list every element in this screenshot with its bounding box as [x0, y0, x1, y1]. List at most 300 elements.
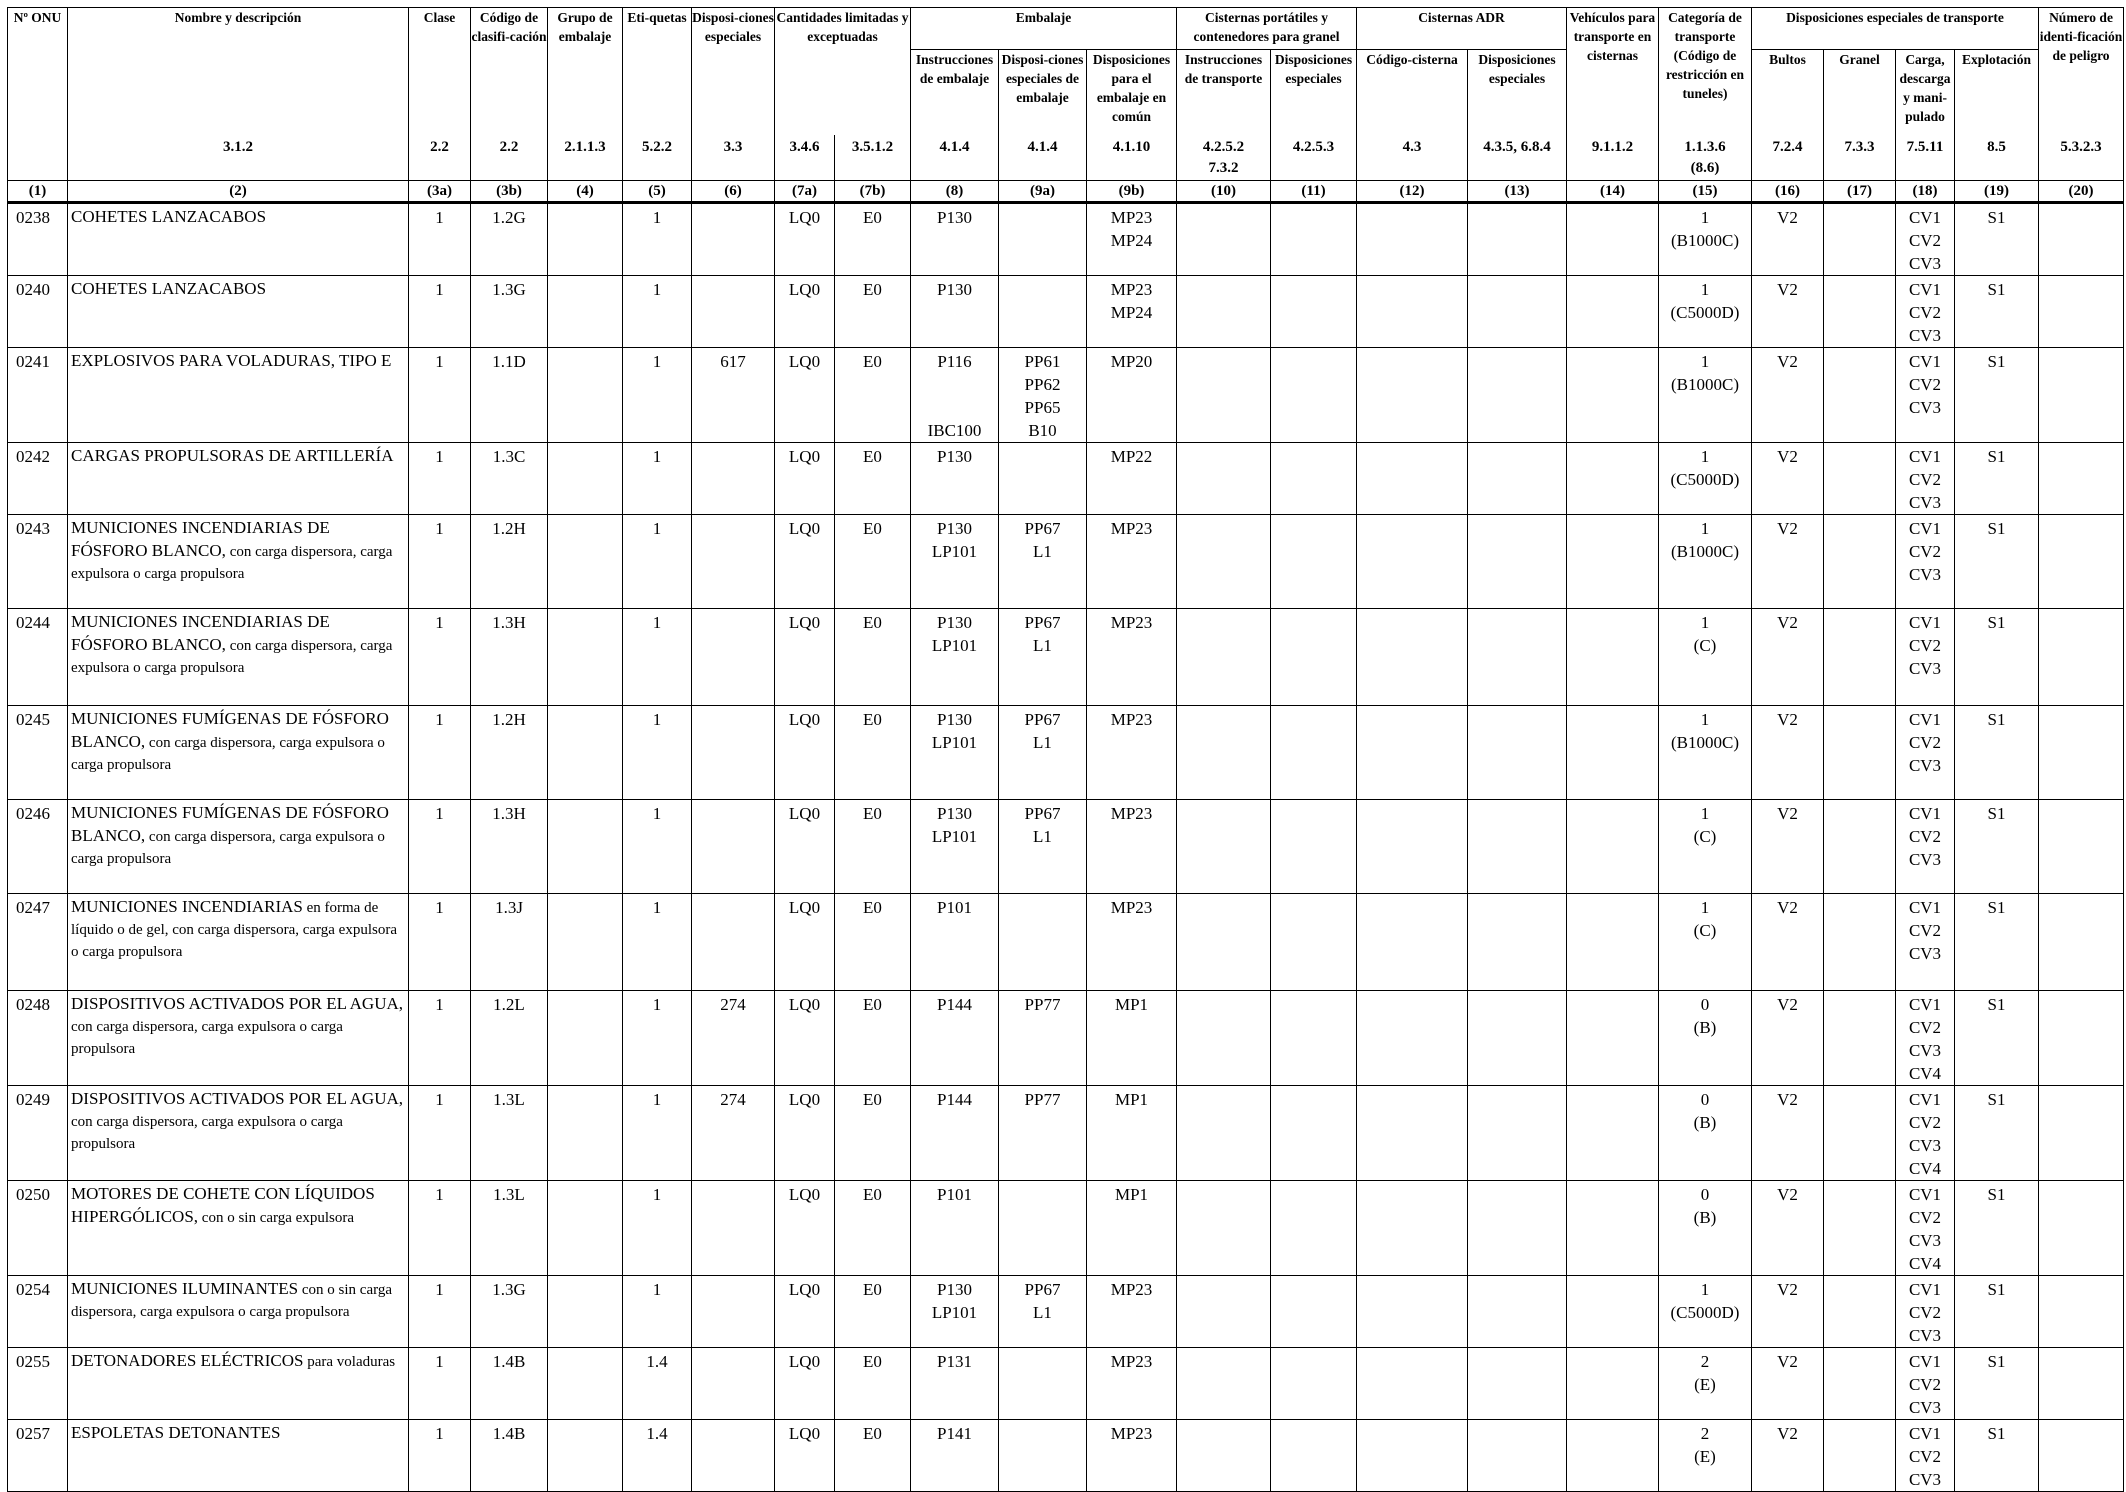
- tank-vehicle: [1567, 1181, 1659, 1276]
- section-ref-line: 1.1.3.6: [1684, 138, 1726, 155]
- packing-special: [999, 348, 1087, 443]
- classification-code: 1.3H: [471, 800, 548, 894]
- mixed-packing: [1087, 1181, 1177, 1276]
- hazard-number: [2039, 1348, 2124, 1420]
- portable-tank-special: [1271, 1348, 1357, 1420]
- class: 1: [409, 991, 471, 1086]
- packing-group: [548, 276, 623, 348]
- bulk-provision: [1824, 1086, 1896, 1181]
- class: 1: [409, 706, 471, 800]
- column-number: (15): [1659, 181, 1752, 203]
- tank-special: [1468, 991, 1567, 1086]
- packing-special-value: PP67: [1024, 804, 1061, 823]
- section-ref: [8, 135, 68, 181]
- loading-provision-value: CV3: [1908, 1231, 1942, 1250]
- tunnel-code: (C5000D): [1670, 1303, 1740, 1322]
- bulk-provision: [1824, 348, 1896, 443]
- packing-special-value: L1: [1033, 542, 1052, 561]
- loading-provision: [1896, 276, 1955, 348]
- operation-provision: S1: [1955, 609, 2039, 706]
- substance-name-upper: MOTORES DE COHETE CON LÍQUIDOS HIPERGÓLICOS,: [71, 1184, 375, 1226]
- packing-special: [999, 515, 1087, 609]
- substance-name-upper: MUNICIONES INCENDIARIAS: [71, 897, 303, 916]
- header-labels: Eti-quetas: [623, 8, 692, 135]
- loading-provision-value: CV2: [1908, 1113, 1942, 1132]
- section-ref: [999, 135, 1087, 181]
- tank-special: [1468, 348, 1567, 443]
- portable-tank-instructions: [1177, 1276, 1271, 1348]
- limited-quantity: LQ0: [775, 203, 835, 276]
- tank-vehicle: [1567, 443, 1659, 515]
- section-ref: [548, 135, 623, 181]
- class: 1: [409, 1086, 471, 1181]
- transport-category: [1659, 203, 1752, 276]
- section-ref: [409, 135, 471, 181]
- mixed-packing: [1087, 800, 1177, 894]
- tunnel-code: (C5000D): [1670, 303, 1740, 322]
- portable-tank-special: [1271, 1420, 1357, 1492]
- loading-provision-value: CV1: [1908, 208, 1942, 227]
- packing-special: [999, 800, 1087, 894]
- loading-provision-value: CV3: [1908, 1136, 1942, 1155]
- classification-code: 1.1D: [471, 348, 548, 443]
- tunnel-code: (C): [1693, 636, 1717, 655]
- class: 1: [409, 1181, 471, 1276]
- packing-group: [548, 1181, 623, 1276]
- tunnel-code: (B1000C): [1671, 733, 1739, 752]
- packing-special-value: B10: [1028, 421, 1057, 440]
- packing-instructions: [911, 1086, 999, 1181]
- loading-provision-value: CV1: [1908, 710, 1942, 729]
- packing-instructions: [911, 991, 999, 1086]
- loading-provision-value: CV3: [1908, 1470, 1942, 1489]
- loading-provision-value: CV4: [1908, 1254, 1942, 1273]
- packages-provision: V2: [1752, 894, 1824, 991]
- limited-quantity: LQ0: [775, 800, 835, 894]
- substance-name: [68, 1348, 409, 1420]
- tank-vehicle: [1567, 515, 1659, 609]
- limited-quantity: LQ0: [775, 276, 835, 348]
- class: 1: [409, 609, 471, 706]
- operation-provision: S1: [1955, 1276, 2039, 1348]
- tank-special: [1468, 800, 1567, 894]
- un-number: 0247: [8, 894, 68, 991]
- substance-name-upper: MUNICIONES INCENDIARIAS DE FÓSFORO BLANCO,: [71, 518, 330, 560]
- header-un-number: Nº ONU: [8, 8, 68, 135]
- section-ref: [1824, 135, 1896, 181]
- tunnel-code: (B): [1693, 1018, 1717, 1037]
- packing-special-value: PP77: [1024, 995, 1061, 1014]
- loading-provision-value: CV3: [1908, 659, 1942, 678]
- un-number: 0238: [8, 203, 68, 276]
- transport-category: [1659, 706, 1752, 800]
- packing-instructions-value: P130: [937, 519, 972, 538]
- portable-tank-special: [1271, 276, 1357, 348]
- loading-provision: [1896, 443, 1955, 515]
- table-row: [8, 1086, 2124, 1181]
- header-name: Nombre y descripción: [68, 8, 409, 135]
- operation-provision: S1: [1955, 1420, 2039, 1492]
- packing-instructions: [911, 348, 999, 443]
- table-row: [8, 1276, 2124, 1348]
- special-provisions: [692, 515, 775, 609]
- tank-special: [1468, 894, 1567, 991]
- tunnel-code: (B1000C): [1671, 542, 1739, 561]
- section-ref-line: 2.2: [499, 138, 519, 155]
- transport-category: [1659, 1348, 1752, 1420]
- loading-provision: [1896, 609, 1955, 706]
- substance-name-description: en forma de líquido o de gel, con carga dispersora, carga expulsora o carga propulsora: [71, 900, 398, 960]
- loading-provision-value: CV3: [1908, 326, 1942, 345]
- tank-code: [1357, 276, 1468, 348]
- hazard-number: [2039, 443, 2124, 515]
- hazard-number: [2039, 800, 2124, 894]
- packing-instructions-value: LP101: [931, 733, 978, 752]
- portable-tank-instructions: [1177, 348, 1271, 443]
- column-number: (3a): [409, 181, 471, 203]
- excepted-quantity: E0: [835, 1276, 911, 1348]
- excepted-quantity: E0: [835, 991, 911, 1086]
- section-ref: [1177, 135, 1271, 181]
- hazard-number: [2039, 348, 2124, 443]
- section-ref-line: 4.3.5, 6.8.4: [1483, 138, 1551, 155]
- transport-category: [1659, 894, 1752, 991]
- packing-instructions: [911, 609, 999, 706]
- header-mixed-packing: Disposiciones para el embalaje en común: [1087, 50, 1177, 135]
- un-number: 0254: [8, 1276, 68, 1348]
- labels: 1: [623, 515, 692, 609]
- tank-vehicle: [1567, 894, 1659, 991]
- section-ref-line: 3.3: [723, 138, 743, 155]
- table-row: [8, 894, 2124, 991]
- labels: 1: [623, 443, 692, 515]
- tank-special: [1468, 1348, 1567, 1420]
- section-ref: [68, 135, 409, 181]
- section-ref-line: 3.5.1.2: [851, 138, 894, 155]
- special-provisions: [692, 1420, 775, 1492]
- mixed-packing-value: MP23: [1110, 1280, 1153, 1299]
- tank-vehicle: [1567, 991, 1659, 1086]
- mixed-packing-value: MP23: [1110, 613, 1153, 632]
- mixed-packing-value: MP23: [1110, 1352, 1153, 1371]
- packing-special-value: PP61: [1024, 352, 1061, 371]
- mixed-packing-value: MP23: [1110, 1424, 1153, 1443]
- tunnel-code: (E): [1694, 1447, 1716, 1466]
- tank-vehicle: [1567, 203, 1659, 276]
- hazard-number: [2039, 276, 2124, 348]
- loading-provision-value: CV3: [1908, 398, 1942, 417]
- operation-provision: S1: [1955, 443, 2039, 515]
- tank-vehicle: [1567, 800, 1659, 894]
- header-bulk: Granel: [1824, 50, 1896, 135]
- bulk-provision: [1824, 1420, 1896, 1492]
- tunnel-code: (C): [1693, 827, 1717, 846]
- transport-category: [1659, 609, 1752, 706]
- section-ref: [1659, 135, 1752, 181]
- packing-group: [548, 443, 623, 515]
- packing-instructions: [911, 1348, 999, 1420]
- operation-provision: S1: [1955, 1086, 2039, 1181]
- tank-code: [1357, 515, 1468, 609]
- excepted-quantity: E0: [835, 706, 911, 800]
- portable-tank-special: [1271, 515, 1357, 609]
- un-number: 0249: [8, 1086, 68, 1181]
- limited-quantity: LQ0: [775, 1276, 835, 1348]
- packing-instructions-value: P141: [937, 1424, 972, 1443]
- table-body: [8, 203, 2124, 1492]
- loading-provision-value: CV1: [1908, 519, 1942, 538]
- transport-category: [1659, 1181, 1752, 1276]
- limited-quantity: LQ0: [775, 515, 835, 609]
- portable-tank-instructions: [1177, 991, 1271, 1086]
- loading-provision: [1896, 1086, 1955, 1181]
- portable-tank-special: [1271, 706, 1357, 800]
- packing-special-value: L1: [1033, 733, 1052, 752]
- classification-code: 1.3L: [471, 1086, 548, 1181]
- tank-code: [1357, 1276, 1468, 1348]
- loading-provision: [1896, 1276, 1955, 1348]
- class: 1: [409, 1348, 471, 1420]
- tank-vehicle: [1567, 1276, 1659, 1348]
- header-packaging: Embalaje: [911, 8, 1177, 50]
- section-ref-line: 4.2.5.3: [1292, 138, 1335, 155]
- packing-instructions: [911, 515, 999, 609]
- section-ref: [835, 135, 911, 181]
- mixed-packing: [1087, 706, 1177, 800]
- section-ref-line: 9.1.1.2: [1591, 138, 1634, 155]
- packing-special-value: PP67: [1024, 710, 1061, 729]
- tank-code: [1357, 1420, 1468, 1492]
- bulk-provision: [1824, 800, 1896, 894]
- packing-group: [548, 515, 623, 609]
- section-ref-line: 8.5: [1987, 138, 2006, 155]
- section-ref-line: 5.2.2: [642, 138, 672, 155]
- tunnel-code: (C): [1693, 921, 1717, 940]
- packing-instructions-value: P130: [937, 804, 972, 823]
- loading-provision-value: CV3: [1908, 944, 1942, 963]
- tunnel-code: (B1000C): [1671, 231, 1739, 250]
- loading-provision-value: CV2: [1908, 1447, 1942, 1466]
- packing-instructions-value: P144: [937, 995, 972, 1014]
- packing-group: [548, 991, 623, 1086]
- limited-quantity: LQ0: [775, 1348, 835, 1420]
- section-ref: [775, 135, 835, 181]
- special-provisions: [692, 1181, 775, 1276]
- packages-provision: V2: [1752, 991, 1824, 1086]
- mixed-packing: [1087, 1420, 1177, 1492]
- substance-name-description: con carga dispersora, carga expulsora o carga propulsora: [71, 829, 385, 867]
- portable-tank-instructions: [1177, 1420, 1271, 1492]
- special-provisions: [692, 706, 775, 800]
- tank-special: [1468, 1276, 1567, 1348]
- loading-provision-value: CV3: [1908, 756, 1942, 775]
- substance-name: [68, 515, 409, 609]
- column-number: (6): [692, 181, 775, 203]
- substance-name-upper: MUNICIONES FUMÍGENAS DE FÓSFORO BLANCO,: [71, 709, 389, 751]
- mixed-packing: [1087, 276, 1177, 348]
- section-ref-line: 4.1.10: [1112, 138, 1151, 155]
- section-ref: [911, 135, 999, 181]
- transport-category: [1659, 800, 1752, 894]
- section-ref: [1567, 135, 1659, 181]
- classification-code: 1.3H: [471, 609, 548, 706]
- packing-instructions-value: P130: [937, 613, 972, 632]
- packing-instructions-value: P101: [937, 898, 972, 917]
- bulk-provision: [1824, 443, 1896, 515]
- section-ref: [1752, 135, 1824, 181]
- mixed-packing: [1087, 894, 1177, 991]
- transport-category-value: 1: [1700, 710, 1710, 729]
- table-row: [8, 1348, 2124, 1420]
- class: 1: [409, 1276, 471, 1348]
- packages-provision: V2: [1752, 800, 1824, 894]
- loading-provision-value: CV2: [1908, 1375, 1942, 1394]
- class: 1: [409, 348, 471, 443]
- loading-provision-value: CV1: [1908, 1185, 1942, 1204]
- header-transport-category: Categoría de transporte (Código de restricción en tuneles): [1659, 8, 1752, 135]
- un-number: 0241: [8, 348, 68, 443]
- operation-provision: S1: [1955, 276, 2039, 348]
- bulk-provision: [1824, 1348, 1896, 1420]
- packages-provision: V2: [1752, 1086, 1824, 1181]
- substance-name: [68, 1181, 409, 1276]
- packing-instructions-value: P101: [937, 1185, 972, 1204]
- substance-name: [68, 800, 409, 894]
- header-loading: Carga, descarga y mani-pulado: [1896, 50, 1955, 135]
- table-row: [8, 276, 2124, 348]
- header-limited-quantities: Cantidades limitadas y exceptuadas: [775, 8, 911, 135]
- tunnel-code: (B1000C): [1671, 375, 1739, 394]
- un-number: 0242: [8, 443, 68, 515]
- loading-provision-value: CV1: [1908, 804, 1942, 823]
- packing-group: [548, 203, 623, 276]
- loading-provision-value: CV3: [1908, 254, 1942, 273]
- section-ref-line: 5.3.2.3: [2060, 138, 2102, 155]
- substance-name-description: con carga dispersora, carga expulsora o carga propulsora: [71, 638, 393, 676]
- substance-name-description: con carga dispersora, carga expulsora o carga propulsora: [71, 735, 385, 773]
- loading-provision-value: CV1: [1908, 1280, 1942, 1299]
- packing-group: [548, 800, 623, 894]
- classification-code: 1.4B: [471, 1348, 548, 1420]
- section-ref-line: 7.3.3: [1844, 138, 1875, 155]
- packing-instructions-value: P116: [937, 352, 972, 371]
- transport-category: [1659, 443, 1752, 515]
- tank-code: [1357, 1181, 1468, 1276]
- packages-provision: V2: [1752, 203, 1824, 276]
- packing-instructions-value: P130: [937, 710, 972, 729]
- loading-provision-value: CV1: [1908, 1424, 1942, 1443]
- header-special-transport: Disposiciones especiales de transporte: [1752, 8, 2039, 50]
- header-packing-instructions: Instrucciones de embalaje: [911, 50, 999, 135]
- column-number: (10): [1177, 181, 1271, 203]
- packages-provision: V2: [1752, 1348, 1824, 1420]
- classification-code: 1.2L: [471, 991, 548, 1086]
- class: 1: [409, 443, 471, 515]
- limited-quantity: LQ0: [775, 1420, 835, 1492]
- loading-provision: [1896, 1348, 1955, 1420]
- packing-instructions: [911, 1420, 999, 1492]
- section-ref-line: 7.2.4: [1772, 138, 1803, 155]
- tank-code: [1357, 203, 1468, 276]
- bulk-provision: [1824, 1181, 1896, 1276]
- portable-tank-special: [1271, 1181, 1357, 1276]
- mixed-packing-value: MP23: [1110, 898, 1153, 917]
- special-provisions: 617: [692, 348, 775, 443]
- substance-name-upper: EXPLOSIVOS PARA VOLADURAS, TIPO E: [71, 351, 392, 370]
- classification-code: 1.2H: [471, 706, 548, 800]
- substance-name-description: con carga dispersora, carga expulsora o carga propulsora: [71, 544, 393, 582]
- packages-provision: V2: [1752, 706, 1824, 800]
- transport-category-value: 0: [1700, 1090, 1710, 1109]
- loading-provision-value: CV3: [1908, 565, 1942, 584]
- packing-special: [999, 991, 1087, 1086]
- packing-special-value: PP67: [1024, 613, 1061, 632]
- class: 1: [409, 203, 471, 276]
- section-ref: [692, 135, 775, 181]
- section-ref-line: 2.2: [430, 138, 449, 155]
- packing-group: [548, 894, 623, 991]
- labels: 1: [623, 1086, 692, 1181]
- tank-code: [1357, 706, 1468, 800]
- special-provisions: [692, 800, 775, 894]
- hazard-number: [2039, 706, 2124, 800]
- operation-provision: S1: [1955, 348, 2039, 443]
- substance-name: [68, 276, 409, 348]
- tank-special: [1468, 443, 1567, 515]
- excepted-quantity: E0: [835, 443, 911, 515]
- un-number: 0240: [8, 276, 68, 348]
- mixed-packing-value: MP23: [1110, 280, 1153, 299]
- packing-special: [999, 1086, 1087, 1181]
- packing-instructions-value: P130: [937, 447, 972, 466]
- loading-provision-value: CV1: [1908, 613, 1942, 632]
- operation-provision: S1: [1955, 515, 2039, 609]
- loading-provision-value: CV2: [1908, 921, 1942, 940]
- special-provisions: 274: [692, 991, 775, 1086]
- section-ref: [471, 135, 548, 181]
- packing-special: [999, 1181, 1087, 1276]
- section-ref-line: 3.4.6: [789, 138, 820, 155]
- class: 1: [409, 1420, 471, 1492]
- loading-provision-value: CV2: [1908, 1208, 1942, 1227]
- loading-provision-value: CV2: [1908, 1018, 1942, 1037]
- hazard-number: [2039, 1086, 2124, 1181]
- loading-provision: [1896, 203, 1955, 276]
- packing-special-value: L1: [1033, 1303, 1052, 1322]
- packing-special: [999, 1420, 1087, 1492]
- header-adr-tanks: Cisternas ADR: [1357, 8, 1567, 50]
- substance-name: [68, 894, 409, 991]
- tank-code: [1357, 1086, 1468, 1181]
- packages-provision: V2: [1752, 609, 1824, 706]
- classification-code: 1.3C: [471, 443, 548, 515]
- substance-name-description: con carga dispersora, carga expulsora o carga propulsora: [71, 1019, 343, 1057]
- hazard-number: [2039, 515, 2124, 609]
- portable-tank-special: [1271, 443, 1357, 515]
- transport-category-value: 1: [1700, 1280, 1710, 1299]
- loading-provision: [1896, 706, 1955, 800]
- special-provisions: [692, 276, 775, 348]
- column-number: (2): [68, 181, 409, 203]
- substance-name: [68, 609, 409, 706]
- operation-provision: S1: [1955, 800, 2039, 894]
- tank-code: [1357, 991, 1468, 1086]
- special-provisions: [692, 609, 775, 706]
- packing-instructions: [911, 800, 999, 894]
- loading-provision-value: CV3: [1908, 1326, 1942, 1345]
- excepted-quantity: E0: [835, 800, 911, 894]
- packing-special-value: L1: [1033, 827, 1052, 846]
